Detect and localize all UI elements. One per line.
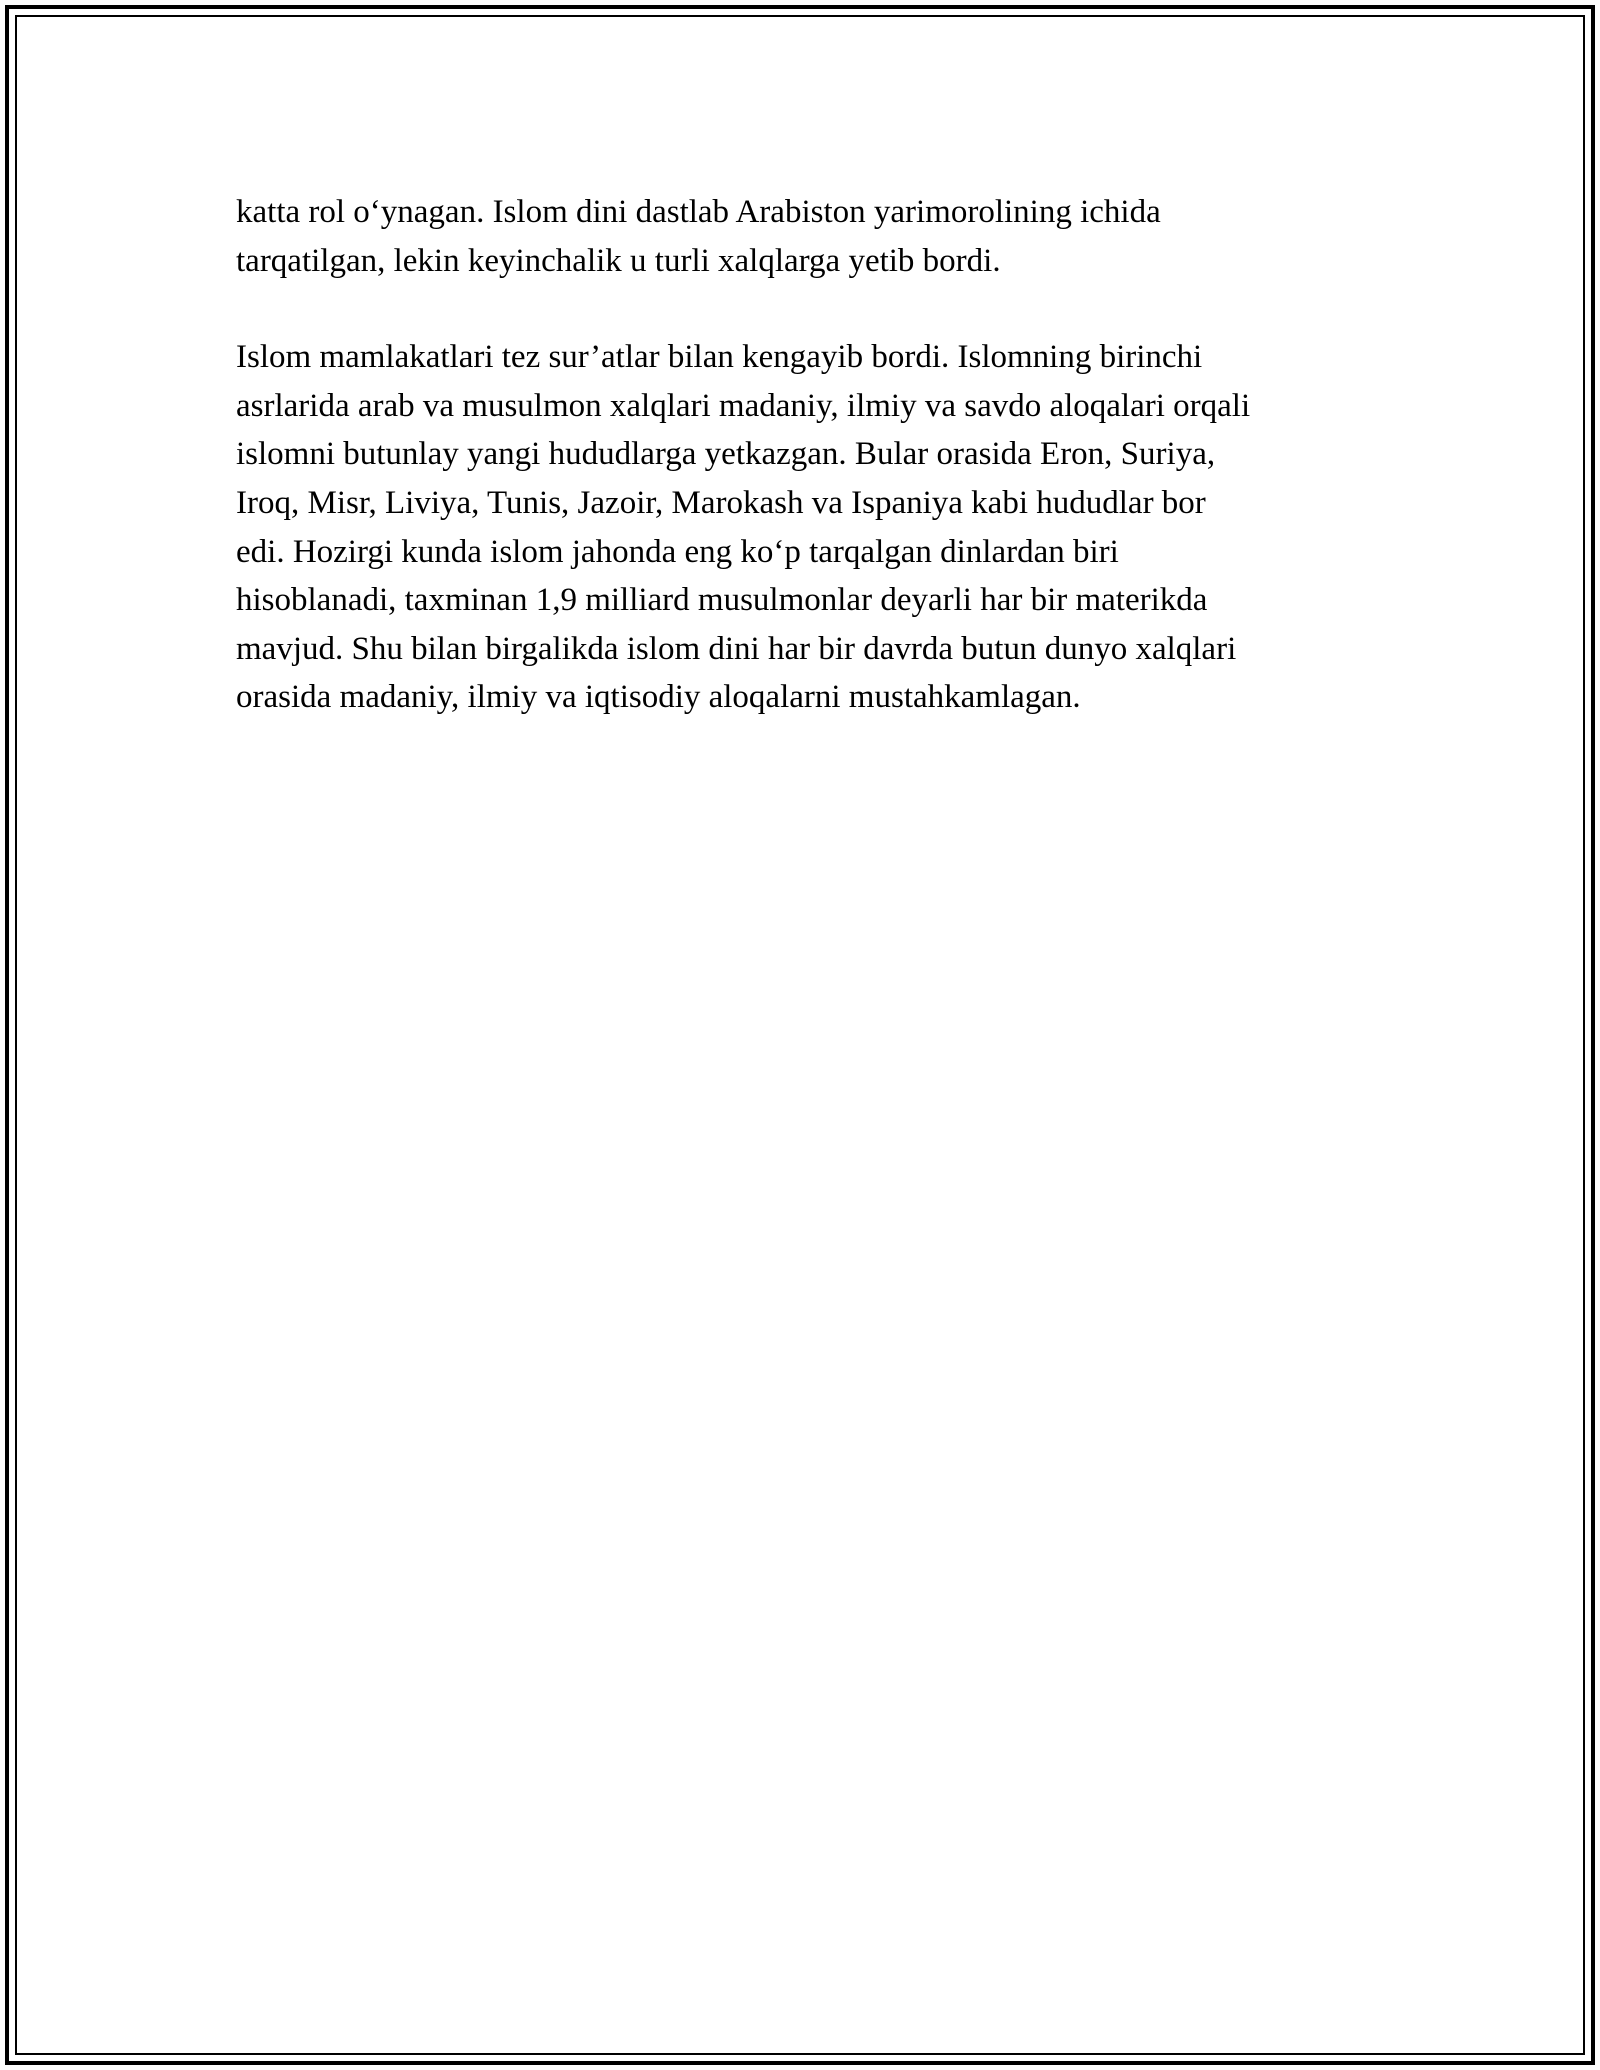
paragraph-1: katta rol o‘ynagan. Islom dini dastlab Arabiston yarimorolining ichida tarqatilgan, lekin keyinchalik u turli xalqlarga yetib bordi. xyxy=(236,194,1161,279)
paragraph-2: Islom mamlakatlari tez sur’atlar bilan kengayib bordi. Islomning birinchi asrlarida arab va musulmon xalqlari madaniy, ilmiy va savdo aloqalari orqali islomni butunlay yangi hududlarga yetkazgan. Bular orasida Eron, Suriya, Iroq, Misr, Liviya, Tunis, Jazoir, Marokash va Ispaniya kabi hududlar bor edi. Hozirgi kunda islom jahonda eng ko‘p tarqalgan dinlardan biri hisoblanadi, taxminan 1,9 milliard musulmonlar deyarli har bir materikda mavjud. Shu bilan birgalikda islom dini har bir davrda butun dunyo xalqlari orasida madaniy, ilmiy va iqtisodiy aloqalarni mustahkamlagan. xyxy=(236,339,1251,716)
document-body xyxy=(236,188,1376,722)
